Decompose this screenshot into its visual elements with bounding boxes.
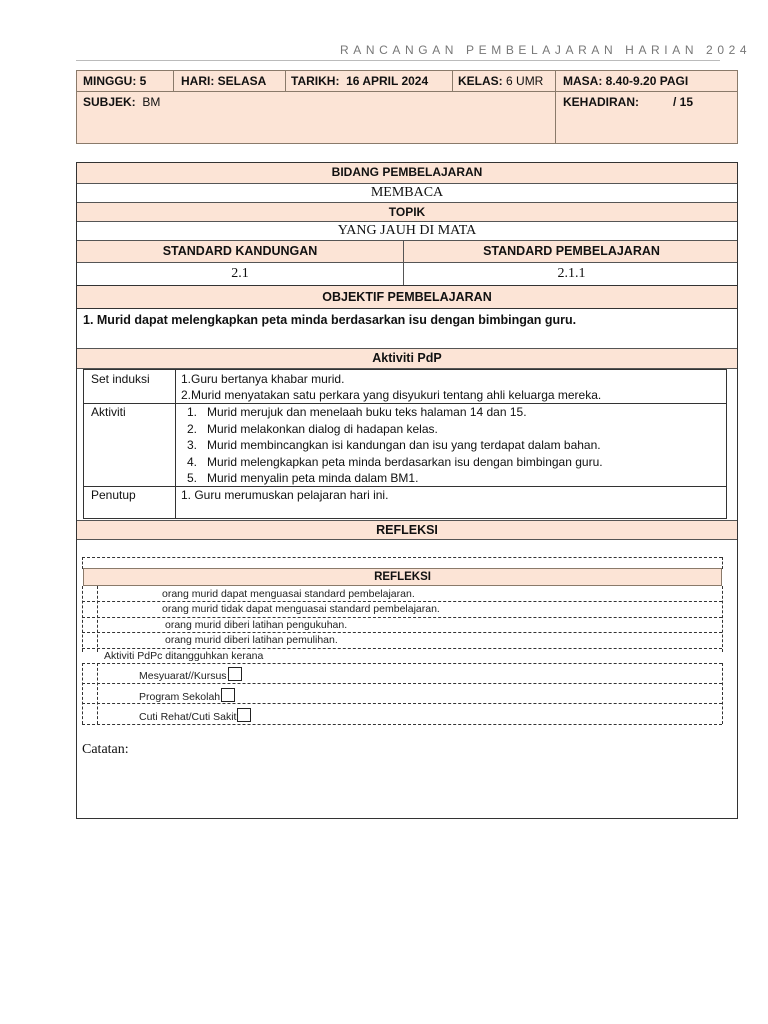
aktiviti-item: 5. Murid menyalin peta minda dalam BM1. (187, 471, 419, 485)
tarikh-field: TARIKH: 16 APRIL 2024 (291, 74, 429, 88)
option-cuti-label: Cuti Rehat/Cuti Sakit (139, 711, 237, 723)
hari-field: HARI: SELASA (181, 74, 267, 88)
kelas-field: KELAS: 6 UMR (458, 74, 544, 88)
option-mesyuarat-label: Mesyuarat//Kursus (139, 670, 227, 682)
aktiviti-table (83, 369, 727, 519)
refleksi-line-pemulihan: orang murid diberi latihan pemulihan. (165, 634, 338, 646)
set-induksi-item: 1.Guru bertanya khabar murid. (181, 372, 345, 386)
masa-field: MASA: 8.40-9.20 PAGI (563, 74, 689, 88)
standard-values-row (77, 262, 737, 284)
kehadiran-field: KEHADIRAN: / 15 (563, 95, 694, 109)
aktiviti-item: 4. Murid melengkapkan peta minda berdasarkan isu dengan bimbingan guru. (187, 454, 603, 469)
standard-pembelajaran-heading: STANDARD PEMBELAJARAN (403, 241, 739, 263)
objektif-value: 1. Murid dapat melengkapkan peta minda berdasarkan isu dengan bimbingan guru. (83, 313, 577, 327)
header-divider (76, 60, 720, 61)
aktiviti-list (187, 404, 603, 487)
set-induksi-item: 2.Murid menyatakan satu perkara yang disyukuri tentang ahli keluarga mereka. (181, 387, 602, 402)
option-program-sekolah (139, 688, 235, 703)
penutup-value: 1. Guru merumuskan pelajaran hari ini. (181, 488, 389, 502)
catatan-label: Catatan: (82, 742, 129, 757)
aktiviti-label: Aktiviti (91, 405, 126, 419)
subjek-field: SUBJEK: BM (83, 95, 161, 109)
document-header-title: RANCANGAN PEMBELAJARAN HARIAN 2024 (340, 43, 752, 57)
aktiviti-item: 1. Murid merujuk dan menelaah buku teks halaman 14 dan 15. (187, 405, 527, 419)
penutup-label: Penutup (91, 488, 136, 502)
topik-heading: TOPIK (77, 202, 737, 221)
bidang-heading: BIDANG PEMBELAJARAN (77, 163, 737, 183)
topik-value: YANG JAUH DI MATA (77, 221, 737, 240)
option-program-sekolah-label: Program Sekolah (139, 691, 221, 703)
info-table (76, 70, 738, 144)
option-cuti (139, 708, 251, 723)
refleksi-line-pengukuhan: orang murid diberi latihan pengukuhan. (165, 619, 348, 631)
standard-pembelajaran-value: 2.1.1 (403, 263, 739, 285)
program-sekolah-checkbox[interactable] (221, 688, 235, 702)
aktiviti-item: 3. Murid membincangkan isi kandungan dan isu yang terdapat dalam bahan. (187, 438, 601, 452)
set-induksi-label: Set induksi (91, 372, 150, 386)
bidang-value: MEMBACA (77, 183, 737, 202)
standard-kandungan-heading: STANDARD KANDUNGAN (162, 244, 318, 258)
objektif-heading: OBJEKTIF PEMBELAJARAN (77, 285, 737, 309)
refleksi-line-tidak-menguasai: orang murid tidak dapat menguasai standard pembelajaran. (162, 603, 440, 615)
standard-kandungan-value: 2.1 (231, 266, 249, 281)
aktiviti-pdp-heading: Aktiviti PdP (77, 348, 737, 368)
minggu-field: MINGGU: 5 (83, 74, 147, 88)
refleksi-line-menguasai: orang murid dapat menguasai standard pembelajaran. (162, 588, 415, 600)
cuti-checkbox[interactable] (237, 708, 251, 722)
refleksi-inner-title: REFLEKSI (83, 568, 722, 586)
refleksi-line-ditangguhkan: Aktiviti PdPc ditangguhkan kerana (104, 650, 266, 662)
aktiviti-item: 2. Murid melakonkan dialog di hadapan kelas. (187, 421, 438, 436)
standard-headings-row (77, 240, 737, 262)
refleksi-heading: REFLEKSI (77, 520, 737, 540)
option-mesyuarat (139, 667, 242, 682)
mesyuarat-checkbox[interactable] (228, 667, 242, 681)
set-induksi-list (181, 372, 601, 403)
